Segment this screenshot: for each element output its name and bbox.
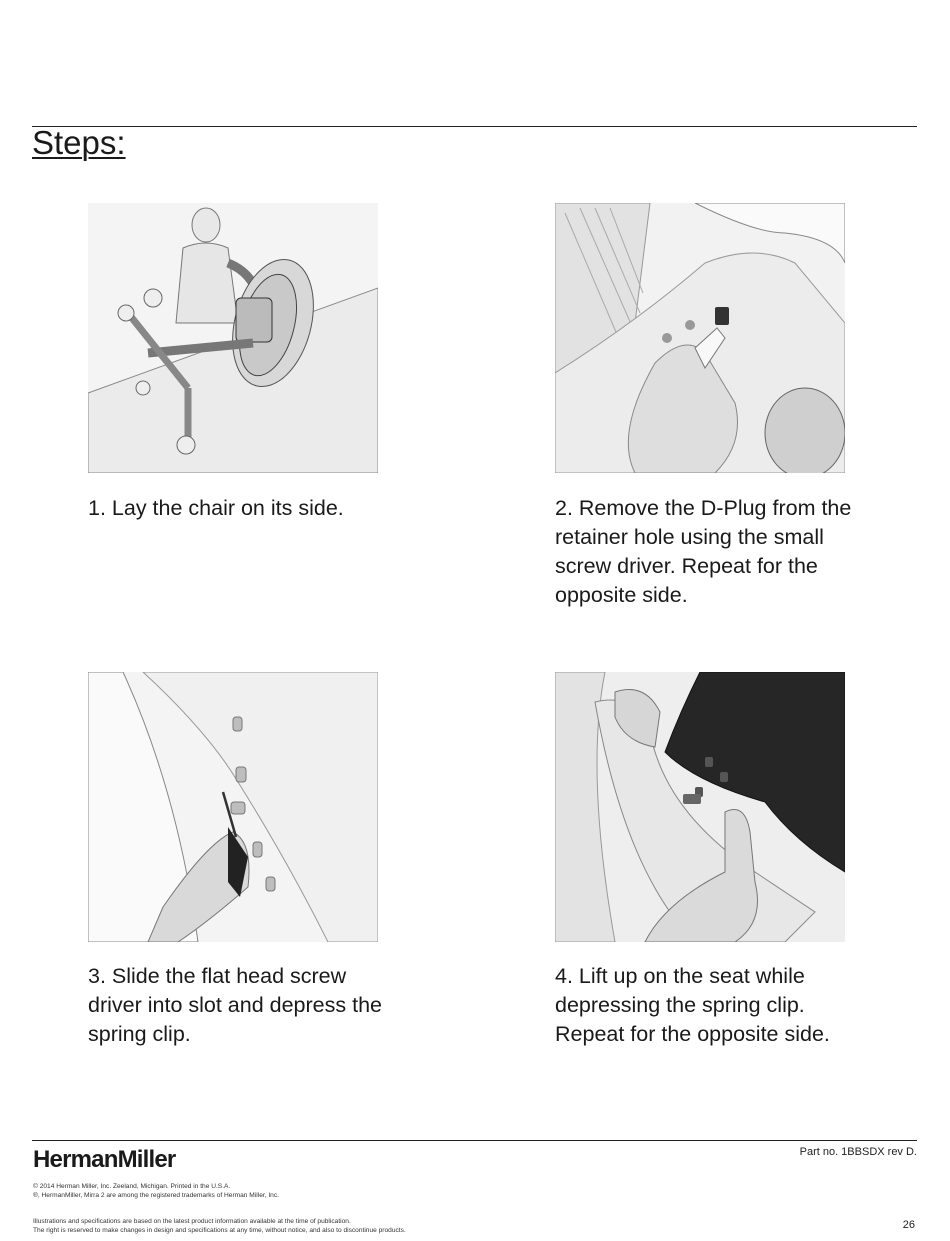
copyright-line-1: © 2014 Herman Miller, Inc. Zeeland, Michigan. Printed in the U.S.A. (33, 1183, 231, 1190)
top-rule (32, 126, 917, 127)
brand-logo: HermanMiller (33, 1146, 176, 1173)
step-1-caption: 1. Lay the chair on its side. (88, 496, 344, 520)
step-3-caption: 3. Slide the flat head screw driver into slot and depress the spring clip. (88, 964, 382, 1046)
part-number: Part no. 1BBSDX rev D. (799, 1146, 917, 1158)
step-2-caption: 2. Remove the D-Plug from the retainer hole using the small screw driver. Repeat for the opposite side. (555, 496, 852, 607)
lift-seat-illustration (555, 672, 845, 942)
copyright-line-2: ®, HermanMiller, Mirra 2 are among the registered trademarks of Herman Miller, Inc. (33, 1192, 279, 1199)
disclaimer-line-1: Illustrations and specifications are based on the latest product information available at the time of publication. (33, 1218, 351, 1225)
page-title: Steps: (32, 124, 126, 161)
step-4-caption: 4. Lift up on the seat while depressing the spring clip. Repeat for the opposite side. (555, 964, 830, 1046)
remove-d-plug-illustration (555, 203, 845, 473)
page-number: 26 (902, 1219, 915, 1231)
disclaimer-line-2: The right is reserved to make changes in design and specifications at any time, without notice, and also to discontinue products. (33, 1227, 406, 1234)
depress-spring-clip-illustration (88, 672, 378, 942)
footer-rule (32, 1140, 917, 1141)
chair-on-side-illustration (88, 203, 378, 473)
